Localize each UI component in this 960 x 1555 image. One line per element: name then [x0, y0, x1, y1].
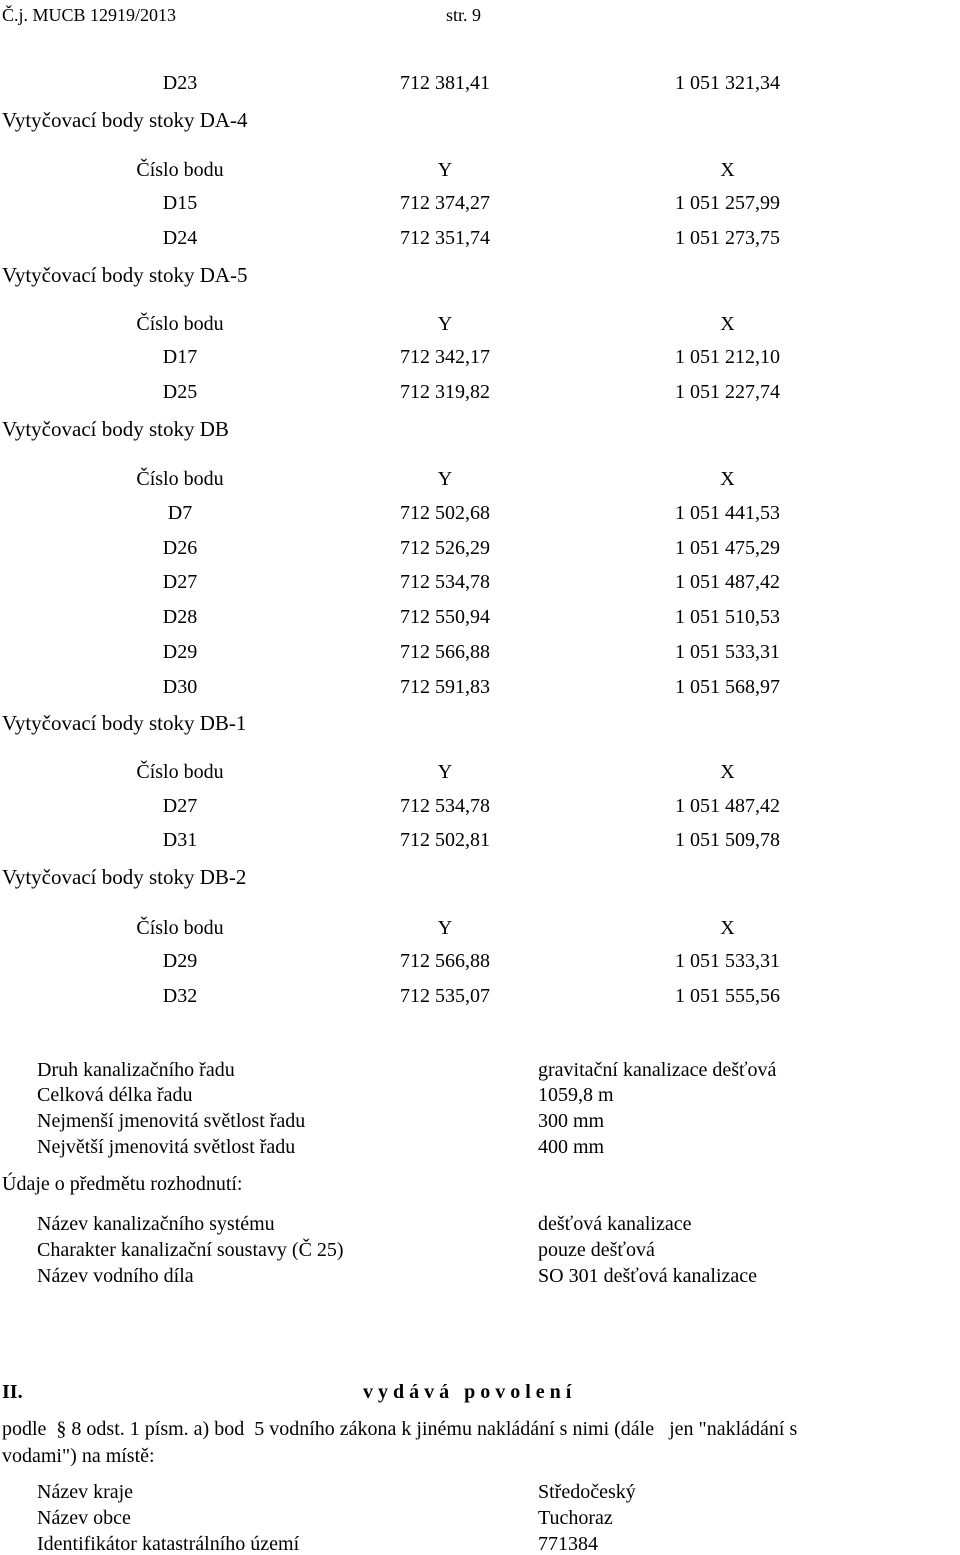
point-y: 712 319,82: [400, 381, 490, 403]
col-header-x: X: [720, 468, 735, 490]
property-value: dešťová kanalizace: [538, 1213, 692, 1235]
property-value: SO 301 dešťová kanalizace: [538, 1265, 758, 1287]
point-y: 712 381,41: [400, 72, 490, 94]
property-value: gravitační kanalizace dešťová: [538, 1059, 777, 1081]
section-title: Vytyčovací body stoky DB: [2, 417, 229, 441]
point-id: D32: [162, 985, 198, 1007]
property-label: Největší jmenovitá světlost řadu: [37, 1136, 296, 1158]
point-x: 1 051 227,74: [675, 381, 780, 403]
point-id: D15: [162, 192, 198, 214]
col-header-id: Číslo bodu: [136, 917, 224, 939]
point-y: 712 374,27: [400, 192, 490, 214]
property-label: Nejmenší jmenovitá světlost řadu: [37, 1110, 306, 1132]
point-y: 712 534,78: [400, 795, 490, 817]
point-x: 1 051 321,34: [675, 72, 780, 94]
col-header-y: Y: [437, 761, 453, 783]
section-title-spaced: v y d á v á p o v o l e n í: [363, 1381, 572, 1403]
property-value: 400 mm: [538, 1136, 605, 1158]
section-title: Vytyčovací body stoky DA-5: [2, 263, 248, 287]
point-y: 712 566,88: [400, 950, 490, 972]
col-header-y: Y: [437, 468, 453, 490]
point-x: 1 051 475,29: [675, 537, 780, 559]
point-y: 712 502,81: [400, 829, 490, 851]
section-number: II.: [2, 1381, 23, 1403]
point-id: D30: [162, 676, 198, 698]
property-value: 1059,8 m: [538, 1084, 614, 1106]
point-x: 1 051 487,42: [675, 571, 780, 593]
col-header-y: Y: [437, 159, 453, 181]
col-header-id: Číslo bodu: [136, 468, 224, 490]
col-header-x: X: [720, 159, 735, 181]
point-id: D26: [162, 537, 198, 559]
property-value: Tuchoraz: [538, 1507, 613, 1529]
property-label: Název vodního díla: [37, 1265, 194, 1287]
col-header-x: X: [720, 313, 735, 335]
point-id: D31: [162, 829, 198, 851]
col-header-id: Číslo bodu: [136, 761, 224, 783]
point-id: D24: [162, 227, 198, 249]
col-header-x: X: [720, 917, 735, 939]
point-x: 1 051 273,75: [675, 227, 780, 249]
legal-paragraph-line: vodami") na místě:: [2, 1445, 155, 1467]
point-x: 1 051 509,78: [675, 829, 780, 851]
point-id: D7: [167, 502, 193, 524]
col-header-x: X: [720, 761, 735, 783]
col-header-y: Y: [437, 917, 453, 939]
point-id: D23: [162, 72, 198, 94]
point-y: 712 566,88: [400, 641, 490, 663]
property-label: Celková délka řadu: [37, 1084, 193, 1106]
point-y: 712 550,94: [400, 606, 490, 628]
point-y: 712 591,83: [400, 676, 490, 698]
section-title: Vytyčovací body stoky DA-4: [2, 108, 248, 132]
point-x: 1 051 533,31: [675, 641, 780, 663]
col-header-id: Číslo bodu: [136, 159, 224, 181]
point-id: D29: [162, 950, 198, 972]
property-label: Název kanalizačního systému: [37, 1213, 275, 1235]
property-value: pouze dešťová: [538, 1239, 655, 1261]
property-label: Název obce: [37, 1507, 131, 1529]
property-label: Identifikátor katastrálního území: [37, 1533, 300, 1555]
property-value: 771384: [538, 1533, 598, 1555]
point-x: 1 051 257,99: [675, 192, 780, 214]
point-id: D17: [162, 346, 198, 368]
point-x: 1 051 533,31: [675, 950, 780, 972]
point-id: D25: [162, 381, 198, 403]
point-y: 712 351,74: [400, 227, 490, 249]
point-y: 712 535,07: [400, 985, 490, 1007]
point-x: 1 051 487,42: [675, 795, 780, 817]
legal-paragraph-line: podle § 8 odst. 1 písm. a) bod 5 vodního zákona k jinému nakládání s nimi (dále jen "nakládání s: [2, 1418, 798, 1440]
point-x: 1 051 510,53: [675, 606, 780, 628]
property-label: Charakter kanalizační soustavy (Č 25): [37, 1239, 344, 1261]
point-id: D27: [162, 571, 198, 593]
point-x: 1 051 568,97: [675, 676, 780, 698]
point-x: 1 051 212,10: [675, 346, 780, 368]
page-number: str. 9: [446, 5, 482, 25]
section-title: Vytyčovací body stoky DB-1: [2, 711, 247, 735]
point-x: 1 051 555,56: [675, 985, 780, 1007]
point-id: D28: [162, 606, 198, 628]
point-y: 712 526,29: [400, 537, 490, 559]
subject-heading: Údaje o předmětu rozhodnutí:: [2, 1173, 243, 1195]
property-label: Název kraje: [37, 1481, 134, 1503]
col-header-y: Y: [437, 313, 453, 335]
point-id: D29: [162, 641, 198, 663]
point-y: 712 342,17: [400, 346, 490, 368]
document-ref: Č.j. MUCB 12919/2013: [2, 5, 177, 25]
point-y: 712 534,78: [400, 571, 490, 593]
point-x: 1 051 441,53: [675, 502, 780, 524]
property-label: Druh kanalizačního řadu: [37, 1059, 235, 1081]
property-value: 300 mm: [538, 1110, 605, 1132]
col-header-id: Číslo bodu: [136, 313, 224, 335]
section-title: Vytyčovací body stoky DB-2: [2, 865, 247, 889]
point-id: D27: [162, 795, 198, 817]
property-value: Středočeský: [538, 1481, 636, 1503]
point-y: 712 502,68: [400, 502, 490, 524]
